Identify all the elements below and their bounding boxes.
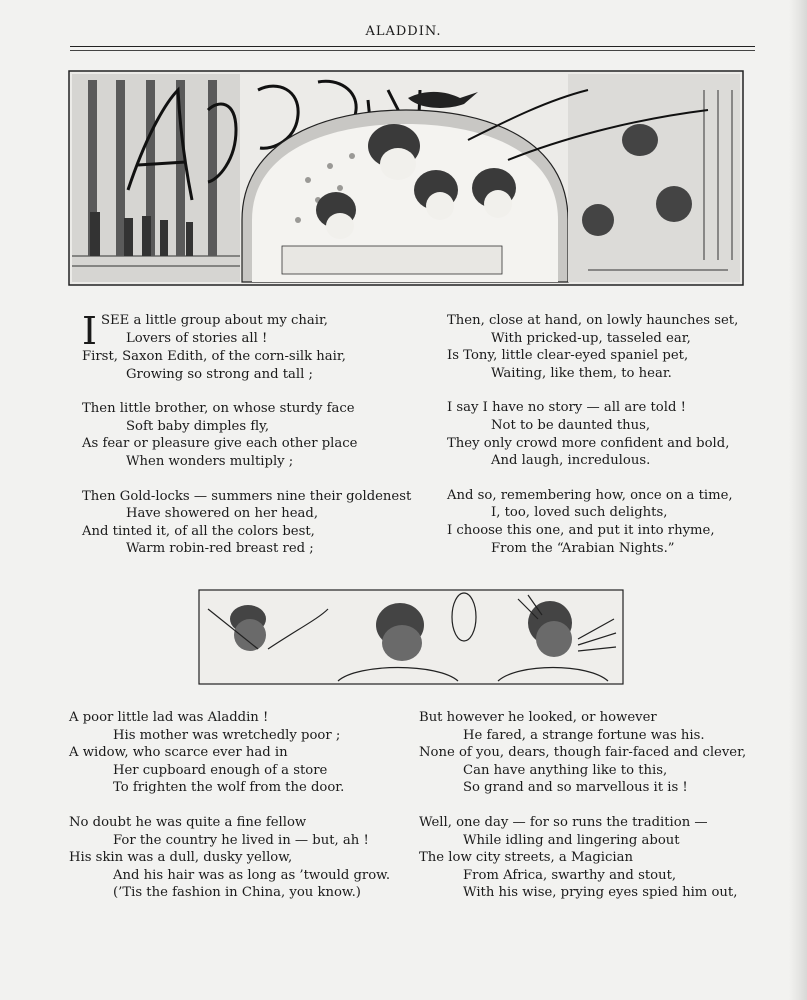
poem-line: With pricked-up, tasseled ear, bbox=[491, 330, 691, 346]
poem-line: Soft baby dimples fly, bbox=[126, 418, 270, 434]
poem-line: He fared, a strange fortune was his. bbox=[463, 727, 705, 743]
poem-line: I, too, loved such delights, bbox=[491, 505, 668, 521]
poem-line: Have showered on her head, bbox=[126, 506, 319, 522]
poem-line: So grand and so marvellous it is ! bbox=[463, 780, 688, 796]
poem-line: Well, one day — for so runs the tradition — bbox=[419, 814, 708, 830]
poem-line: His mother was wretchedly poor ; bbox=[113, 727, 341, 743]
poem-line: The low city streets, a Magician bbox=[419, 850, 633, 866]
poem-line: (’Tis the fashion in China, you know.) bbox=[113, 885, 361, 901]
poem-line: Then little brother, on whose sturdy face bbox=[82, 401, 355, 417]
poem-line: Growing so strong and tall ; bbox=[126, 366, 313, 382]
poem-line: For the country he lived in — but, ah ! bbox=[113, 832, 369, 848]
poem-line: A poor little lad was Aladdin ! bbox=[69, 710, 269, 725]
poem-line: A widow, who scarce ever had in bbox=[69, 745, 288, 761]
poem-column-left-top bbox=[82, 309, 412, 575]
poem-line: And his hair was as long as ’twould grow. bbox=[113, 867, 391, 883]
poem-column-right-top bbox=[447, 312, 757, 574]
poem-line: None of you, dears, though fair-faced and clever, bbox=[419, 745, 747, 761]
poem-line: Warm robin-red breast red ; bbox=[126, 541, 314, 557]
poem-line: As fear or pleasure give each other place bbox=[82, 436, 358, 452]
poem-line: And so, remembering how, once on a time, bbox=[447, 487, 733, 503]
poem-line: From Africa, swarthy and stout, bbox=[463, 867, 677, 883]
poem-line: They only crowd more confident and bold, bbox=[447, 435, 730, 451]
poem-line: Her cupboard enough of a store bbox=[113, 762, 328, 778]
poem-line: Is Tony, little clear-eyed spaniel pet, bbox=[447, 348, 689, 364]
poem-line: I say I have no story — all are told ! bbox=[447, 400, 686, 416]
poem-line: To frighten the wolf from the door. bbox=[113, 780, 345, 796]
engraved-banner-illustration bbox=[68, 70, 744, 286]
drop-cap: I bbox=[82, 309, 98, 353]
poem-line: Lovers of stories all ! bbox=[126, 330, 268, 346]
poem-line: Can have anything like to this, bbox=[463, 762, 668, 778]
poem-line: But however he looked, or however bbox=[419, 710, 657, 725]
poem-column-left-bottom bbox=[69, 709, 399, 919]
poem-line: And tinted it, of all the colors best, bbox=[82, 523, 315, 539]
poem-line: No doubt he was quite a fine fellow bbox=[69, 814, 307, 830]
poem-line: Then, close at hand, on lowly haunches set, bbox=[447, 313, 739, 328]
header-rule-thin bbox=[70, 50, 755, 51]
poem-line: SEE a little group about my chair, bbox=[101, 313, 328, 328]
poem-line: His skin was a dull, dusky yellow, bbox=[69, 850, 293, 866]
poem-line: When wonders multiply ; bbox=[126, 453, 294, 469]
poem-line: While idling and lingering about bbox=[463, 832, 680, 848]
poem-line: First, Saxon Edith, of the corn-silk hair, bbox=[82, 349, 346, 364]
poem-line: Not to be daunted thus, bbox=[491, 417, 651, 433]
poem-line: With his wise, prying eyes spied him out, bbox=[463, 885, 738, 901]
poem-line: From the “Arabian Nights.” bbox=[491, 540, 675, 556]
running-header-title: ALADDIN. bbox=[365, 24, 442, 39]
poem-column-right-bottom bbox=[419, 709, 749, 919]
figures-vignette-illustration bbox=[198, 589, 624, 685]
poem-line: Then Gold-locks — summers nine their goldenest bbox=[82, 488, 412, 504]
poem-line: Waiting, like them, to hear. bbox=[491, 365, 672, 381]
poem-line: And laugh, incredulous. bbox=[491, 453, 651, 469]
page-edge-shadow bbox=[789, 0, 807, 1000]
header-rule bbox=[70, 46, 755, 47]
poem-line: I choose this one, and put it into rhyme, bbox=[447, 522, 715, 538]
